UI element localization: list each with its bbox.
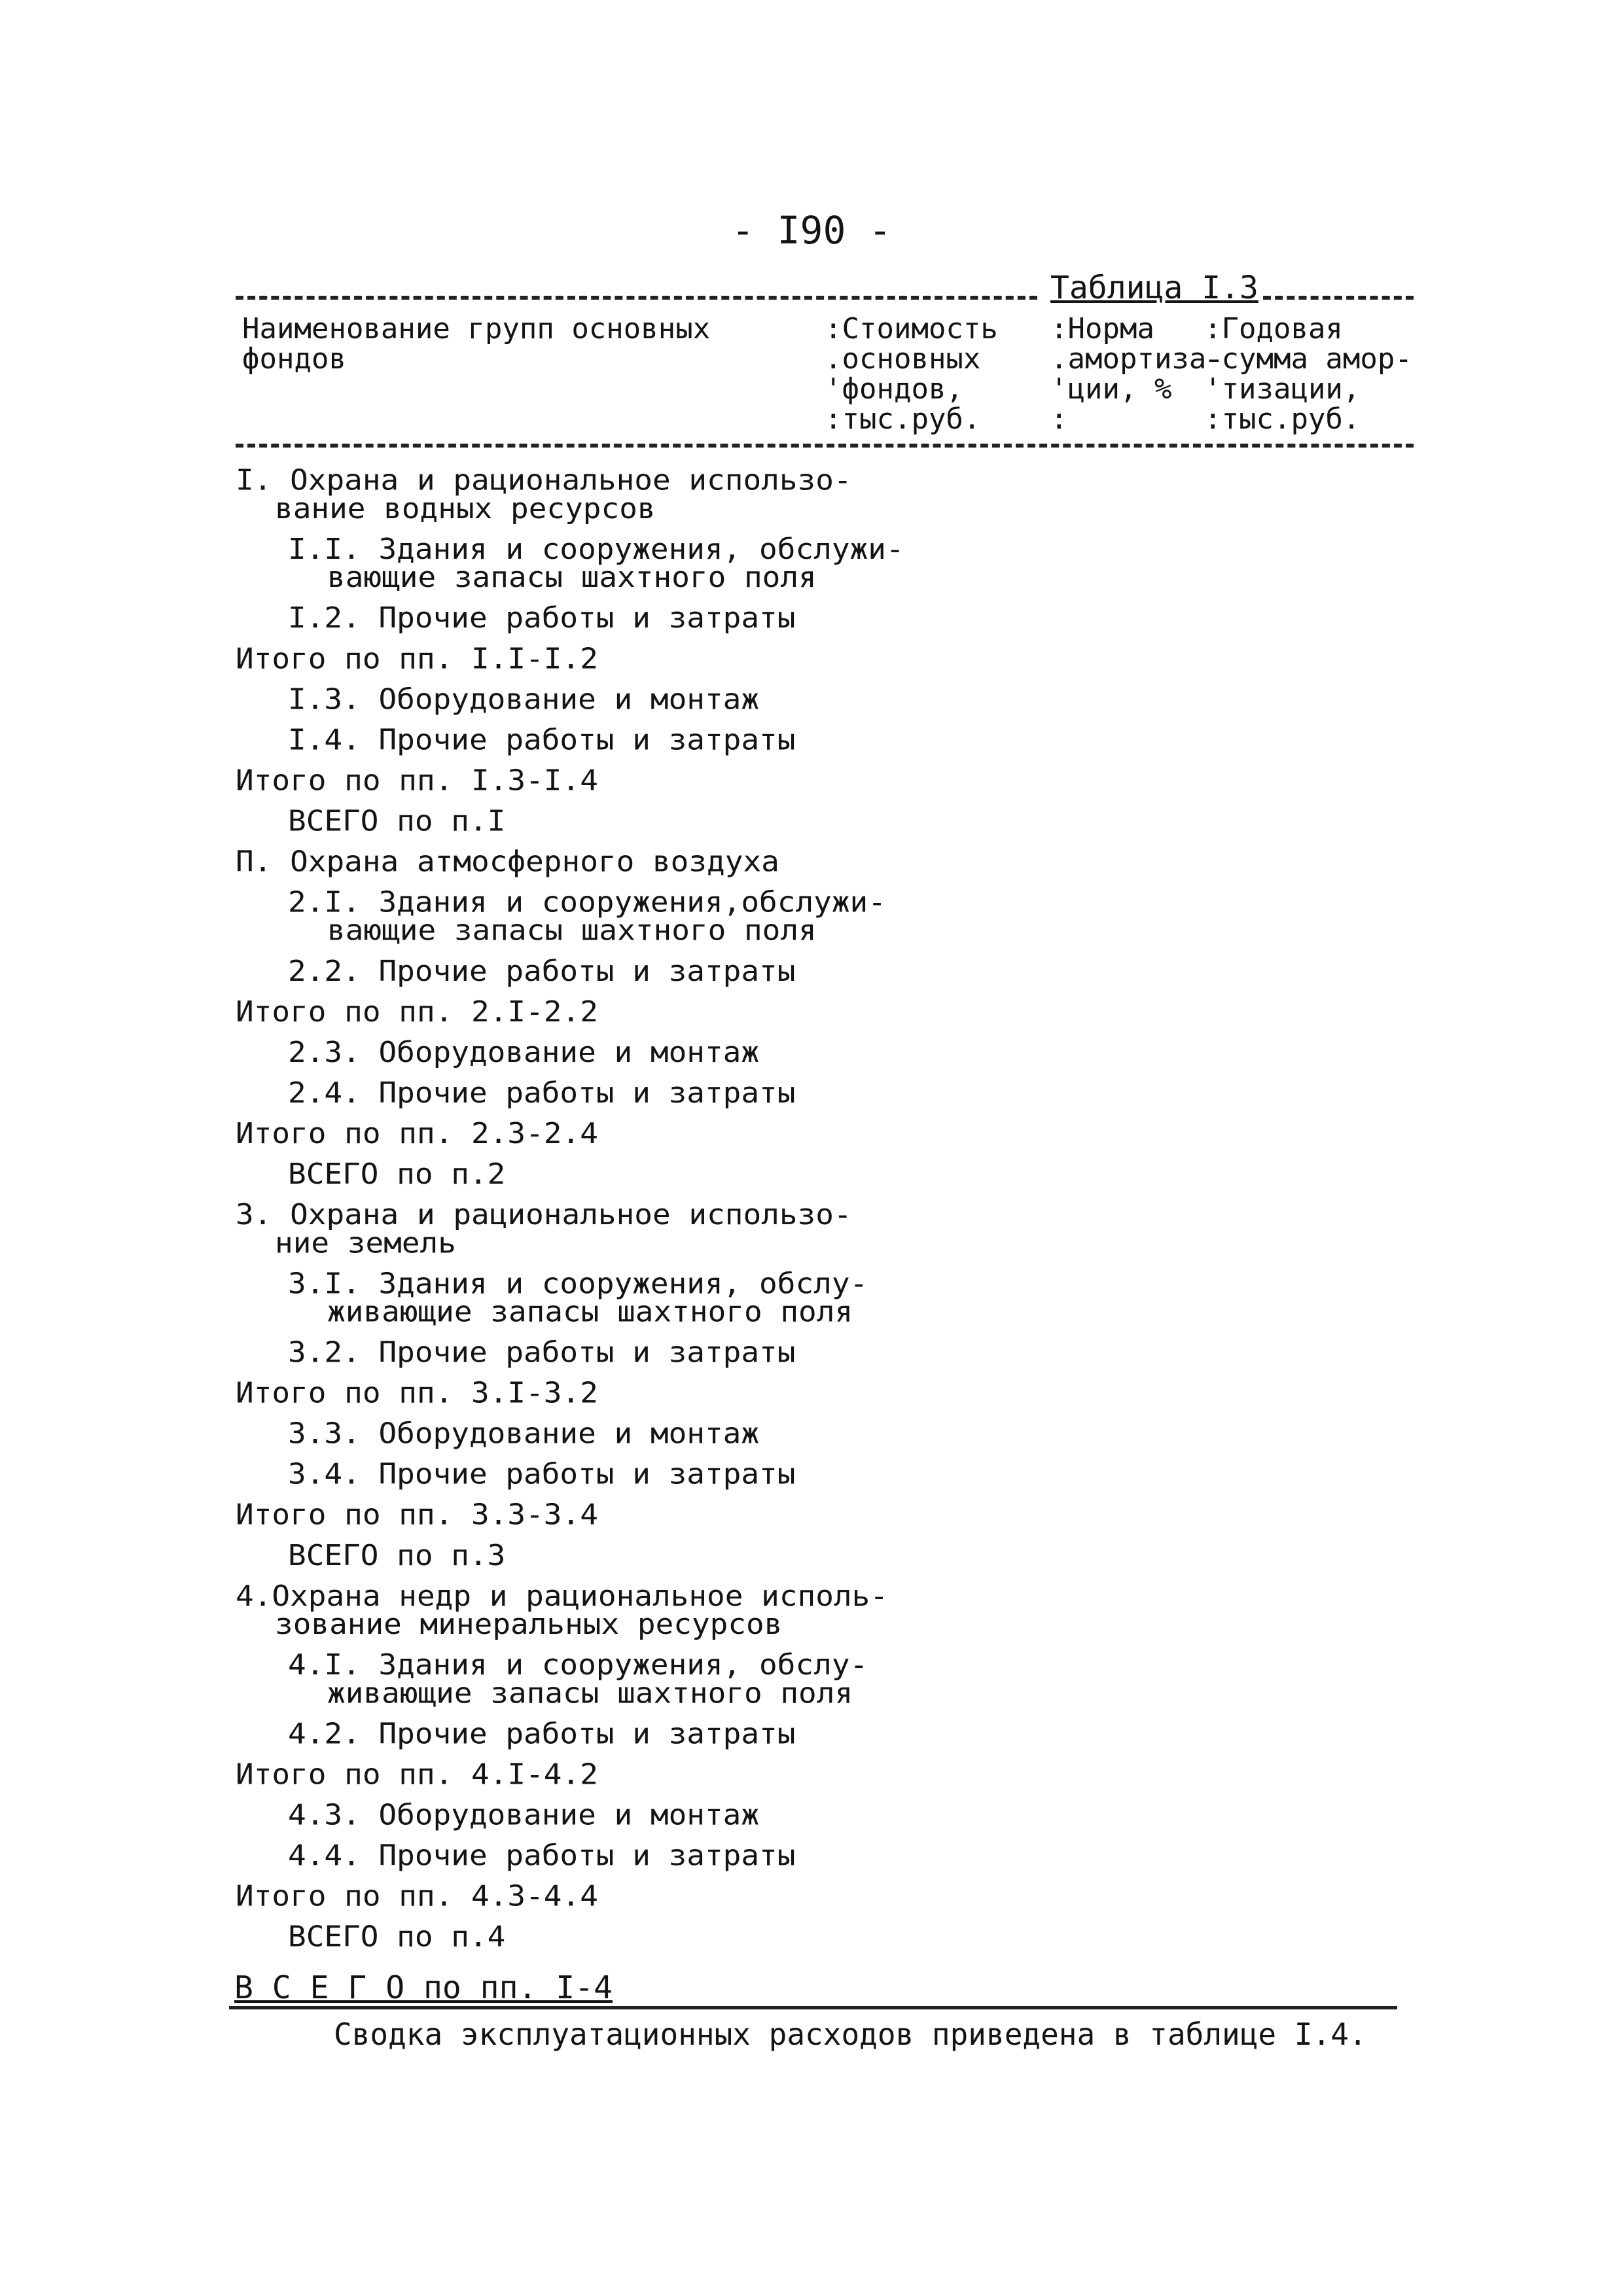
table-row — [236, 1538, 1414, 1572]
table-row-line: I.I. Здания и сооружения, обслужи- — [288, 532, 904, 566]
table-row — [236, 995, 1414, 1029]
header-col-rate — [1050, 312, 1224, 436]
table-row — [236, 682, 1414, 716]
table-body — [236, 463, 1414, 1963]
header-col-rate-line: .амортиза- — [1050, 342, 1224, 376]
table-row — [236, 1376, 1414, 1409]
table-row — [236, 1648, 1414, 1710]
table-row-line: Итого по пп. 4.3-4.4 — [236, 1879, 598, 1913]
table-row — [236, 1757, 1414, 1791]
table-row — [236, 1116, 1414, 1150]
grand-total — [234, 1969, 613, 2006]
table-row — [236, 1798, 1414, 1831]
table-row-line: 3.3. Оборудование и монтаж — [288, 1417, 760, 1450]
table-row-line: I. Охрана и рациональное использо- — [236, 463, 852, 497]
table-row-line: вание водных ресурсов — [275, 491, 656, 525]
table-row — [236, 1417, 1414, 1450]
header-col-rate-line: :Норма — [1050, 312, 1154, 345]
table-row-line: вающие запасы шахтного поля — [327, 560, 817, 594]
header-bottom-rule — [236, 444, 1414, 448]
table-row-line: 4.I. Здания и сооружения, обслу- — [288, 1648, 868, 1682]
table-row — [236, 532, 1414, 594]
header-top-rule-right — [1263, 296, 1414, 300]
table-row — [236, 463, 1414, 525]
table-row-line: Итого по пп. I.I-I.2 — [236, 641, 598, 675]
header-col-annual-line: :тыс.руб. — [1204, 402, 1361, 436]
table-row — [236, 1197, 1414, 1260]
table-row-line: 3.2. Прочие работы и затраты — [288, 1335, 796, 1369]
header-col-cost — [825, 314, 1041, 434]
table-row — [236, 1266, 1414, 1328]
table-row — [236, 885, 1414, 947]
grand-total-rule — [229, 2006, 1397, 2009]
header-col-name: Наименование групп основных фондов — [242, 312, 711, 376]
table-row-line: 4.3. Оборудование и монтаж — [288, 1798, 760, 1831]
header-col-rate-line: : — [1050, 402, 1068, 436]
table-row-line: 4.2. Прочие работы и затраты — [288, 1716, 796, 1750]
header-col-cost-line: 'фондов, — [825, 372, 963, 406]
header-col-annual-line: -сумма амор- — [1204, 342, 1412, 376]
table-row — [236, 1498, 1414, 1532]
table-row-line: ние земель — [275, 1226, 456, 1260]
table-row — [236, 601, 1414, 635]
table-row-line: живающие запасы шахтного поля — [327, 1676, 853, 1710]
header-col-rate-line: 'ции, % — [1050, 372, 1172, 406]
table-row — [236, 1157, 1414, 1191]
header-top-rule — [236, 296, 1037, 300]
table-row — [236, 1457, 1414, 1491]
table-row-line: 2.4. Прочие работы и затраты — [288, 1076, 796, 1110]
table-row — [236, 804, 1414, 838]
table-row-line: ВСЕГО по п.4 — [288, 1920, 506, 1953]
table-row-line: 3.4. Прочие работы и затраты — [288, 1457, 796, 1491]
table-row — [236, 1335, 1414, 1369]
table-row — [236, 1579, 1414, 1641]
table-row-line: П. Охрана атмосферного воздуха — [236, 845, 779, 878]
table-caption — [1050, 270, 1258, 306]
table-row — [236, 722, 1414, 756]
summary-note: Сводка эксплуатационных расходов приведена в таблице I.4. — [334, 2017, 1367, 2052]
table-row-line: ВСЕГО по п.2 — [288, 1157, 506, 1191]
table-row-line: Итого по пп. 3.3-3.4 — [236, 1498, 598, 1532]
table-row-line: Итого по пп. 4.I-4.2 — [236, 1757, 598, 1791]
table-row-line: I.2. Прочие работы и затраты — [288, 601, 796, 635]
table-row-line: 2.3. Оборудование и монтаж — [288, 1035, 760, 1069]
table-row — [236, 845, 1414, 878]
grand-total-text: В С Е Г О по пп. I-4 — [234, 1969, 613, 2006]
table-row-line: Итого по пп. I.3-I.4 — [236, 763, 598, 797]
table-row-line: Итого по пп. 2.3-2.4 — [236, 1116, 598, 1150]
table-row — [236, 1839, 1414, 1872]
table-row — [236, 1716, 1414, 1750]
header-col-annual — [1204, 314, 1440, 434]
page-number: - I90 - — [731, 208, 892, 253]
table-row — [236, 1076, 1414, 1110]
table-row-line: 3.I. Здания и сооружения, обслу- — [288, 1266, 868, 1300]
table-row-line: ВСЕГО по п.I — [288, 804, 506, 838]
table-row — [236, 1035, 1414, 1069]
table-row-line: I.3. Оборудование и монтаж — [288, 682, 760, 716]
header-col-cost-line: :тыс.руб. — [825, 402, 981, 436]
header-col-annual-line: :Годовая — [1204, 312, 1343, 345]
table-row-line: Итого по пп. 3.I-3.2 — [236, 1376, 598, 1409]
header-col-annual-line: 'тизации, — [1204, 372, 1361, 406]
table-row-line: 3. Охрана и рациональное использо- — [236, 1197, 852, 1231]
table-row-line: 4.Охрана недр и рациональное исполь- — [236, 1579, 888, 1613]
table-row — [236, 1879, 1414, 1913]
table-row — [236, 763, 1414, 797]
table-row-line: 2.I. Здания и сооружения,обслужи- — [288, 885, 886, 919]
table-row — [236, 1922, 1414, 1951]
table-row — [236, 641, 1414, 675]
table-row — [236, 954, 1414, 988]
table-row-line: живающие запасы шахтного поля — [327, 1295, 853, 1328]
header-col-cost-line: .основных — [825, 342, 981, 376]
table-row-line: ВСЕГО по п.3 — [288, 1538, 506, 1572]
table-row-line: 2.2. Прочие работы и затраты — [288, 954, 796, 988]
table-row-line: I.4. Прочие работы и затраты — [288, 722, 796, 756]
table-row-line: зование минеральных ресурсов — [275, 1607, 783, 1641]
table-row-line: вающие запасы шахтного поля — [327, 913, 817, 947]
table-row-line: Итого по пп. 2.I-2.2 — [236, 995, 598, 1029]
table-caption-text: Таблица I.3 — [1050, 270, 1258, 306]
header-col-cost-line: :Стоимость — [825, 312, 998, 345]
table-row-line: 4.4. Прочие работы и затраты — [288, 1839, 796, 1872]
